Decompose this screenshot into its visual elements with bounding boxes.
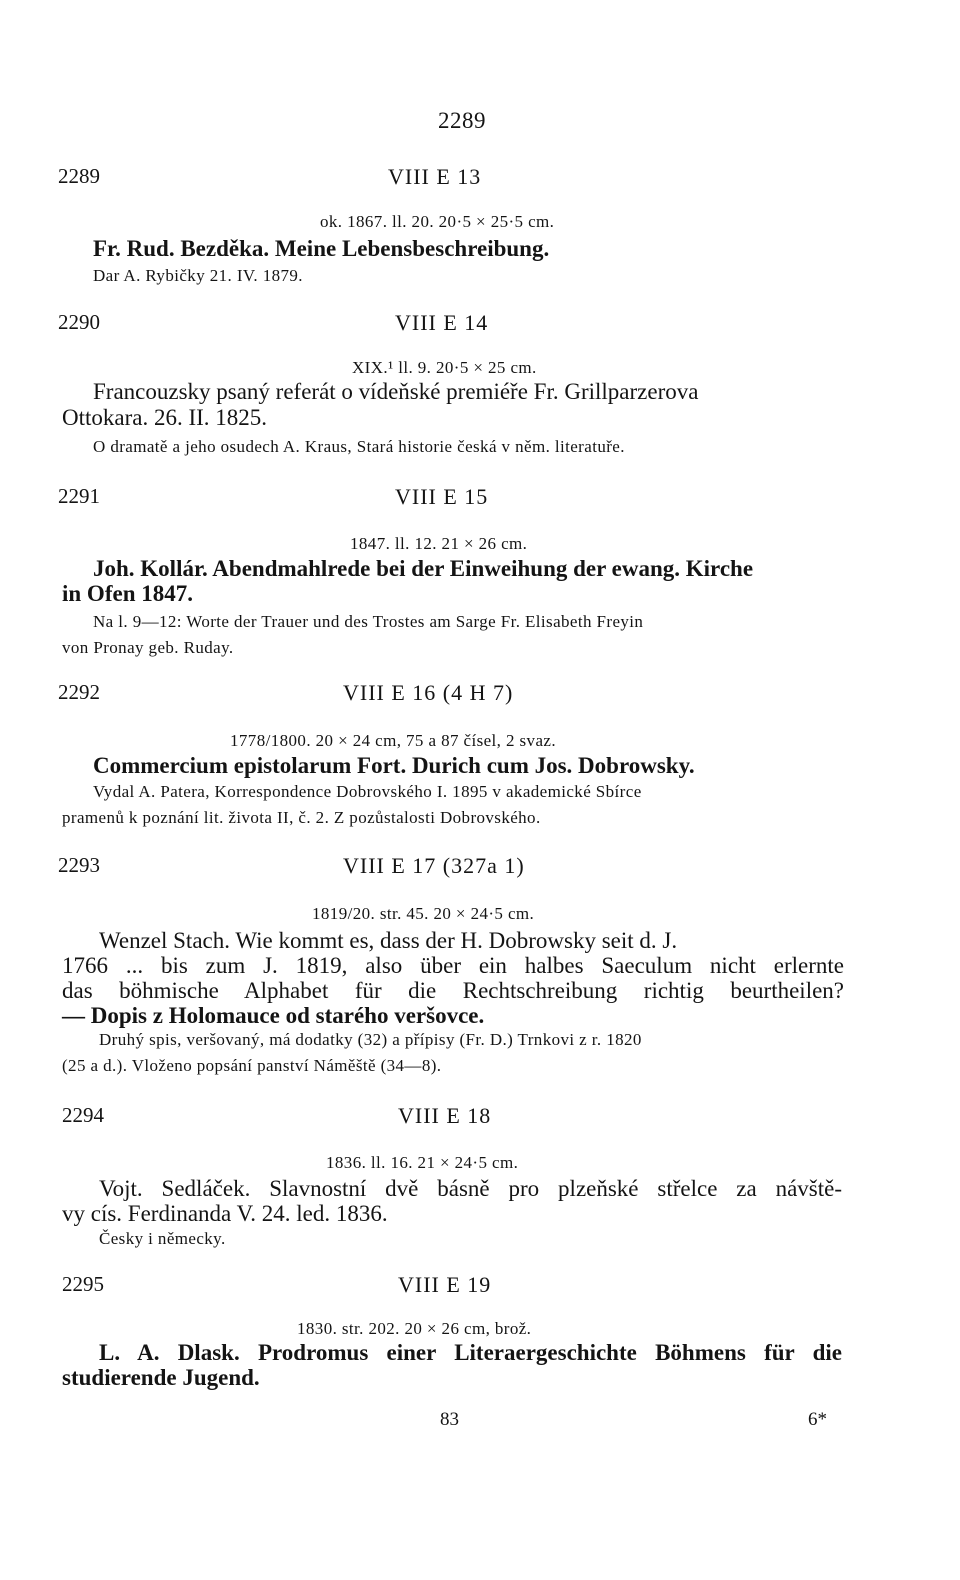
entry-title-line: Commercium epistolarum Fort. Durich cum Jos. Dobrowsky.: [93, 753, 695, 778]
entry-note-line: Druhý spis, veršovaný, má dodatky (32) a přípisy (Fr. D.) Trnkovi z r. 1820: [99, 1030, 642, 1049]
entry-title-line: Francouzsky psaný referát o vídeňské premiéře Fr. Grillparzerova: [93, 379, 699, 404]
entry-title-line: Vojt. Sedláček. Slavnostní dvě básně pro plzeňské střelce za návště-: [99, 1176, 842, 1201]
entry-number: 2295: [62, 1272, 104, 1296]
physical-description: ok. 1867. ll. 20. 20·5 × 25·5 cm.: [320, 212, 555, 231]
entry-title-line: 1766 ... bis zum J. 1819, also über ein halbes Saeculum nicht erlernte: [62, 953, 844, 978]
entry-note-line: pramenů k poznání lit. života II, č. 2. Z pozůstalosti Dobrovského.: [62, 808, 541, 827]
physical-description: XIX.¹ ll. 9. 20·5 × 25 cm.: [352, 358, 537, 377]
entry-number: 2292: [58, 680, 100, 704]
shelf-signature: VIII E 14: [395, 310, 489, 335]
entry-note-line: von Pronay geb. Ruday.: [62, 638, 234, 657]
entry-number: 2294: [62, 1103, 104, 1127]
physical-description: 1778/1800. 20 × 24 cm, 75 a 87 čísel, 2 svaz.: [230, 731, 556, 750]
entry-title-line: Ottokara. 26. II. 1825.: [62, 405, 268, 430]
entry-note-line: Na l. 9—12: Worte der Trauer und des Trostes am Sarge Fr. Elisabeth Freyin: [93, 612, 644, 631]
shelf-signature: VIII E 16 (4 H 7): [343, 680, 514, 705]
entry-number: 2289: [58, 164, 100, 188]
entry-title-line: das böhmische Alphabet für die Rechtschreibung richtig beurtheilen?: [62, 978, 844, 1003]
entry-title-line: L. A. Dlask. Prodromus einer Literaergeschichte Böhmens für die: [99, 1340, 842, 1365]
entry-title-line: Wenzel Stach. Wie kommt es, dass der H. Dobrowsky seit d. J.: [99, 928, 678, 953]
entry-note-line: Česky i německy.: [99, 1229, 226, 1248]
entry-number: 2290: [58, 310, 100, 334]
entry-title-line: — Dopis z Holomauce od starého veršovce.: [62, 1003, 485, 1028]
entry-title-line: in Ofen 1847.: [62, 581, 193, 606]
page-header-number: 2289: [438, 108, 486, 133]
shelf-signature: VIII E 18: [398, 1103, 492, 1128]
physical-description: 1830. str. 202. 20 × 26 cm, brož.: [297, 1319, 532, 1338]
entry-title-line: Joh. Kollár. Abendmahlrede bei der Einweihung der ewang. Kirche: [93, 556, 754, 581]
shelf-signature: VIII E 19: [398, 1272, 492, 1297]
shelf-signature: VIII E 15: [395, 484, 489, 509]
shelf-signature: VIII E 17 (327a 1): [343, 853, 525, 878]
entry-note-line: O dramatě a jeho osudech A. Kraus, Stará historie česká v něm. literatuře.: [93, 437, 625, 456]
shelf-signature: VIII E 13: [388, 164, 482, 189]
entry-title-line: vy cís. Ferdinanda V. 24. led. 1836.: [62, 1201, 388, 1226]
entry-note-line: (25 a d.). Vloženo popsání panství Náměště (34—8).: [62, 1056, 442, 1075]
entry-note-line: Dar A. Rybičky 21. IV. 1879.: [93, 266, 303, 285]
entry-title-line: Fr. Rud. Bezděka. Meine Lebensbeschreibung.: [93, 236, 550, 261]
entry-note-line: Vydal A. Patera, Korrespondence Dobrovského I. 1895 v akademické Sbírce: [93, 782, 642, 801]
entry-title-line: studierende Jugend.: [62, 1365, 260, 1390]
footer-page-number: 83: [440, 1409, 459, 1430]
physical-description: 1836. ll. 16. 21 × 24·5 cm.: [326, 1153, 519, 1172]
footer-signature-mark: 6*: [808, 1409, 827, 1430]
entry-number: 2293: [58, 853, 100, 877]
entry-number: 2291: [58, 484, 100, 508]
physical-description: 1847. ll. 12. 21 × 26 cm.: [350, 534, 528, 553]
physical-description: 1819/20. str. 45. 20 × 24·5 cm.: [312, 904, 535, 923]
